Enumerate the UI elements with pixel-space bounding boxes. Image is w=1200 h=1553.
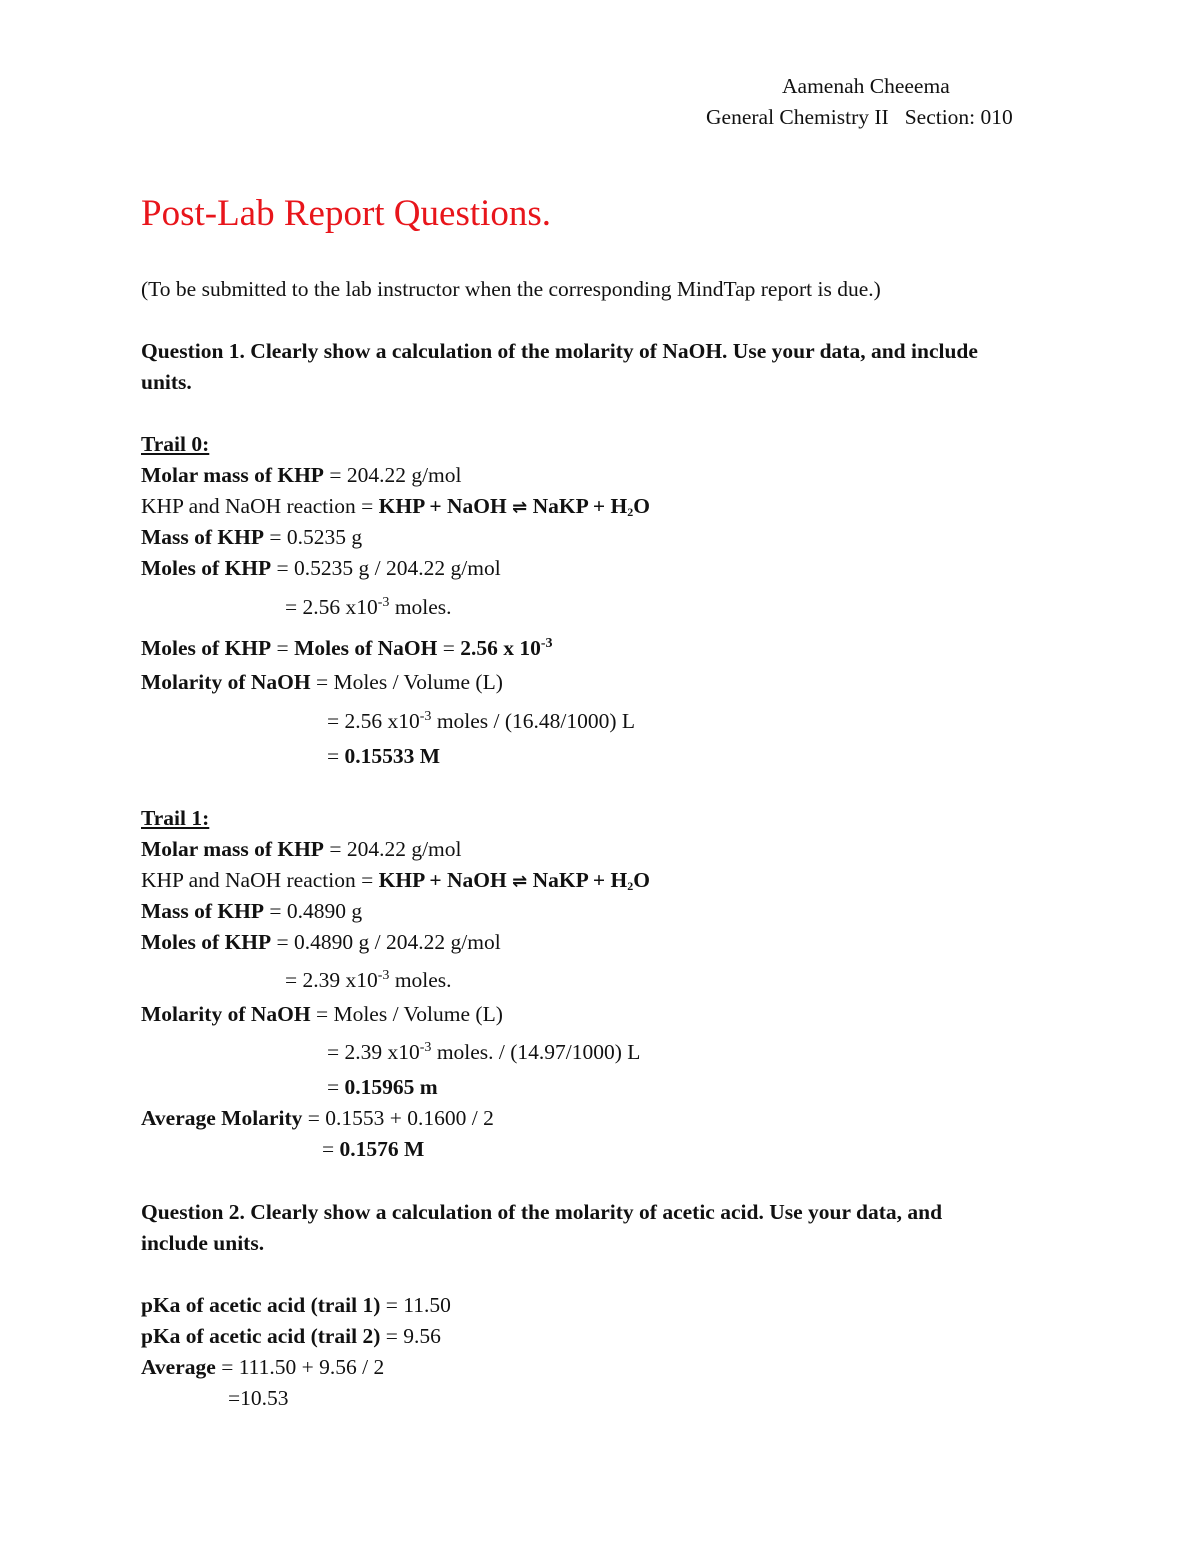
molarity-calc-base: = 2.39 x10 <box>327 1040 420 1064</box>
trail-1-moles-result <box>285 967 452 993</box>
reaction-equals: = <box>355 868 379 892</box>
average-result-eq: = <box>322 1137 340 1161</box>
moles-value: = 0.5235 g / 204.22 g/mol <box>271 556 501 580</box>
molarity-label: Molarity of NaOH <box>141 670 311 694</box>
molarity-calc-base: = 2.56 x10 <box>327 709 420 733</box>
course-line <box>706 104 1013 130</box>
equiv-exponent: -3 <box>540 636 553 651</box>
trail-0-moles-result <box>285 594 452 620</box>
molarity-calc-rest: moles. / (14.97/1000) L <box>431 1040 641 1064</box>
molarity-formula: = Moles / Volume (L) <box>310 670 503 694</box>
trail-1-reaction <box>141 867 650 895</box>
moles-result-unit: moles. <box>389 968 452 992</box>
section-number: Section: 010 <box>904 105 1013 129</box>
equilibrium-arrow-icon: ⇌ <box>512 497 528 518</box>
reaction-rhs: NaKP + H <box>527 494 628 518</box>
moles-result-base: = 2.56 x10 <box>285 595 378 619</box>
average-result-value: 0.1576 M <box>339 1137 425 1161</box>
equiv-value: 2.56 x 10 <box>460 636 541 660</box>
trail-1-molar-mass <box>141 836 461 862</box>
reaction-end: O <box>633 868 651 892</box>
moles-result-unit: moles. <box>389 595 452 619</box>
molarity-calc-exponent: -3 <box>419 1040 432 1055</box>
mass-value: = 0.5235 g <box>264 525 363 549</box>
trail-0-heading: Trail 0: <box>141 432 210 456</box>
moles-result-exponent: -3 <box>377 968 390 983</box>
trail-1-molarity <box>141 1001 503 1027</box>
equilibrium-arrow-icon: ⇌ <box>512 871 528 892</box>
moles-value: = 0.4890 g / 204.22 g/mol <box>271 930 501 954</box>
molarity-label: Molarity of NaOH <box>141 1002 311 1026</box>
trail-0-molarity-calc <box>327 708 635 734</box>
moles-label: Moles of KHP <box>141 556 272 580</box>
reaction-subscript: 2 <box>627 505 634 519</box>
pka-2-value: = 9.56 <box>380 1324 441 1348</box>
reaction-rhs: NaKP + H <box>527 868 628 892</box>
pka-trail-1 <box>141 1292 451 1318</box>
pka-2-label: pKa of acetic acid (trail 2) <box>141 1324 381 1348</box>
trail-0-molarity-result <box>327 743 440 769</box>
molar-mass-value: = 204.22 g/mol <box>323 837 462 861</box>
trail-0-moles <box>141 555 501 581</box>
equiv-eq-1: = <box>271 636 295 660</box>
trail-1-mass <box>141 898 362 924</box>
molarity-calc-exponent: -3 <box>419 709 432 724</box>
trail-1-molarity-calc <box>327 1039 640 1065</box>
course-name: General Chemistry II <box>706 105 889 129</box>
mass-value: = 0.4890 g <box>264 899 363 923</box>
molarity-calc-rest: moles / (16.48/1000) L <box>431 709 636 733</box>
reaction-subscript: 2 <box>627 879 634 893</box>
molar-mass-value: = 204.22 g/mol <box>323 463 462 487</box>
pka-1-label: pKa of acetic acid (trail 1) <box>141 1293 381 1317</box>
average-molarity-label: Average Molarity <box>141 1106 303 1130</box>
trail-0-mole-equivalence <box>141 635 553 661</box>
reaction-label: KHP and NaOH reaction <box>141 868 356 892</box>
pka-average-formula: = 111.50 + 9.56 / 2 <box>215 1355 385 1379</box>
trail-1-moles <box>141 929 501 955</box>
equiv-eq-2: = <box>437 636 461 660</box>
mass-label: Mass of KHP <box>141 899 265 923</box>
author-name: Aamenah Cheeema <box>782 74 950 98</box>
equiv-khp: Moles of KHP <box>141 636 272 660</box>
moles-result-base: = 2.39 x10 <box>285 968 378 992</box>
moles-label: Moles of KHP <box>141 930 272 954</box>
trail-0-reaction <box>141 493 650 521</box>
pka-1-value: = 11.50 <box>380 1293 451 1317</box>
reaction-lhs: KHP + NaOH <box>378 494 513 518</box>
pka-average <box>141 1354 384 1380</box>
trail-0-molar-mass <box>141 462 461 488</box>
mass-label: Mass of KHP <box>141 525 265 549</box>
trail-0-molarity <box>141 669 503 695</box>
trail-1-molarity-result <box>327 1074 438 1100</box>
question-1-line-2: units. <box>141 370 192 394</box>
equiv-naoh: Moles of NaOH <box>294 636 438 660</box>
pka-average-result: =10.53 <box>228 1386 289 1410</box>
trail-0-mass <box>141 524 362 550</box>
question-2-line-2: include units. <box>141 1231 265 1255</box>
average-molarity <box>141 1105 494 1131</box>
intro-note: (To be submitted to the lab instructor when the corresponding MindTap report is due.) <box>141 277 881 301</box>
molarity-result-value: 0.15965 m <box>344 1075 438 1099</box>
molar-mass-label: Molar mass of KHP <box>141 837 324 861</box>
moles-result-exponent: -3 <box>377 595 390 610</box>
question-2-line-1: Question 2. Clearly show a calculation of the molarity of acetic acid. Use your data, and <box>141 1200 943 1224</box>
molarity-result-eq: = <box>327 744 345 768</box>
average-molarity-result <box>322 1136 424 1162</box>
question-1-line-1: Question 1. Clearly show a calculation of the molarity of NaOH. Use your data, and include <box>141 339 978 363</box>
reaction-label: KHP and NaOH reaction <box>141 494 356 518</box>
page-title: Post-Lab Report Questions. <box>141 193 552 234</box>
reaction-lhs: KHP + NaOH <box>378 868 513 892</box>
reaction-equals: = <box>355 494 379 518</box>
trail-1-heading: Trail 1: <box>141 806 210 830</box>
pka-trail-2 <box>141 1323 441 1349</box>
molarity-result-eq: = <box>327 1075 345 1099</box>
molarity-formula: = Moles / Volume (L) <box>310 1002 503 1026</box>
average-molarity-formula: = 0.1553 + 0.1600 / 2 <box>302 1106 494 1130</box>
molarity-result-value: 0.15533 M <box>344 744 441 768</box>
reaction-end: O <box>633 494 651 518</box>
molar-mass-label: Molar mass of KHP <box>141 463 324 487</box>
pka-average-label: Average <box>141 1355 216 1379</box>
